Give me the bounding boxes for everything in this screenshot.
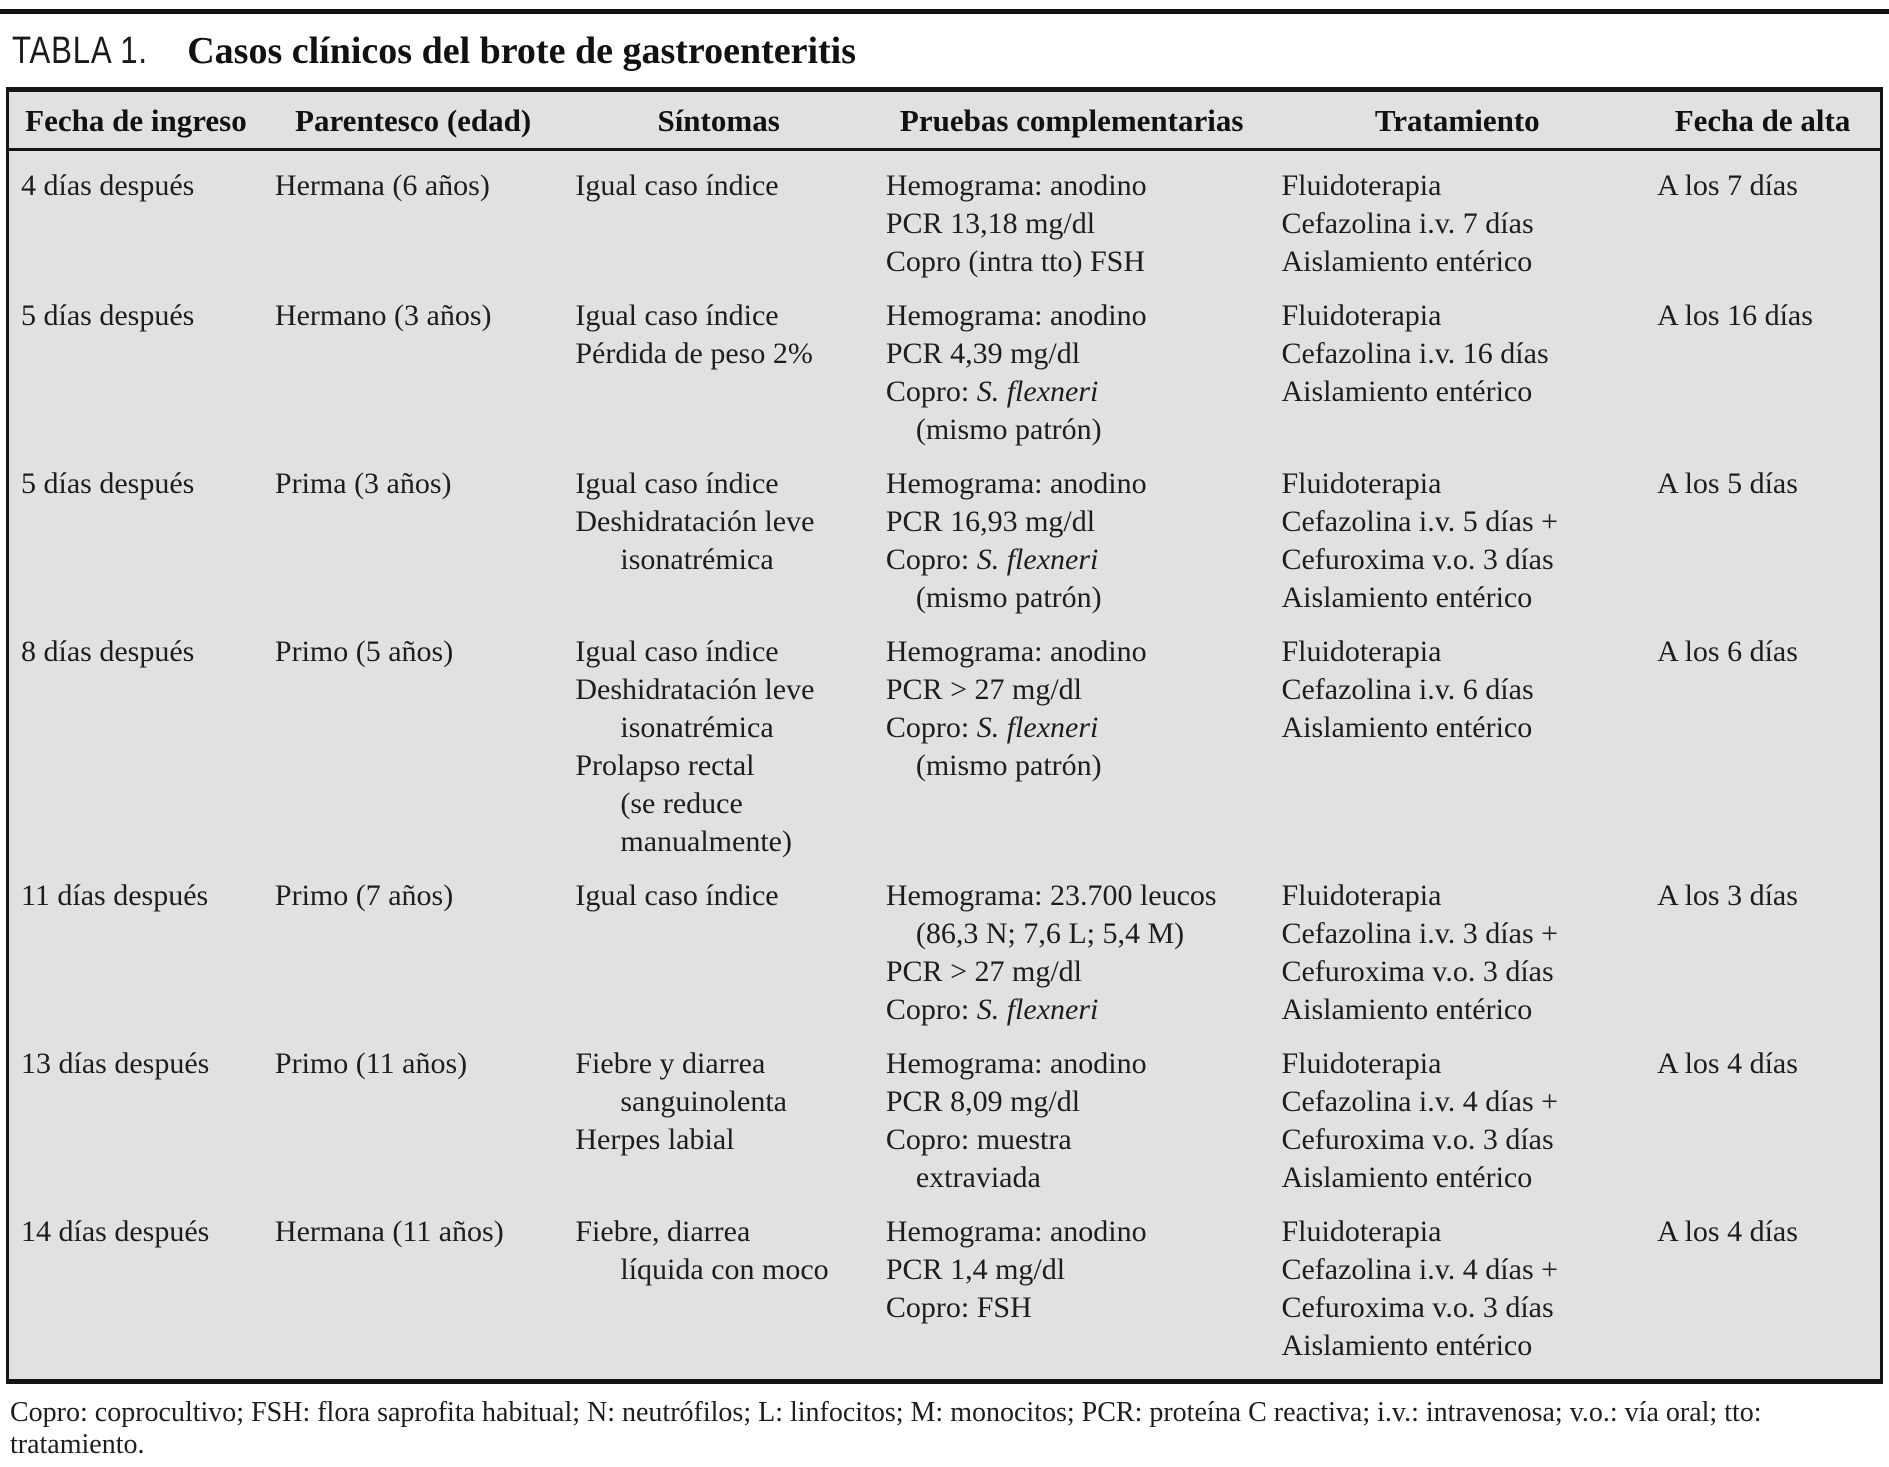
cell-line: Hemograma: anodino bbox=[885, 635, 1147, 668]
cell-line: Aislamiento entérico bbox=[1281, 1161, 1533, 1194]
cell-line: (86,3 N; 7,6 L; 5,4 M) bbox=[885, 917, 1185, 950]
cell-line: Hemograma: anodino bbox=[885, 1215, 1147, 1248]
cell-fecha-ingreso bbox=[8, 1205, 263, 1382]
cell-tratamiento bbox=[1269, 625, 1645, 869]
cell-line: Igual caso índice bbox=[575, 635, 779, 668]
cell-line: A los 16 días bbox=[1657, 299, 1813, 332]
cell-line: Aislamiento entérico bbox=[1281, 711, 1533, 744]
cell-line: Herpes labial bbox=[575, 1123, 735, 1156]
cell-line: Fluidoterapia bbox=[1281, 635, 1442, 668]
cell-line: Primo (5 años) bbox=[274, 635, 454, 668]
cell-line: 11 días después bbox=[21, 879, 209, 912]
cell-line: Hermano (3 años) bbox=[274, 299, 492, 332]
cell-line: PCR 4,39 mg/dl bbox=[885, 337, 1081, 370]
cell-fecha-ingreso bbox=[8, 150, 263, 290]
cell-pruebas bbox=[874, 150, 1270, 290]
cell-parentesco bbox=[263, 289, 563, 457]
cell-line: Primo (11 años) bbox=[274, 1047, 468, 1080]
cell-line: Fluidoterapia bbox=[1281, 1215, 1442, 1248]
cell-line: Cefazolina i.v. 6 días bbox=[1281, 673, 1534, 706]
cell-line: Cefuroxima v.o. 3 días bbox=[1281, 1291, 1554, 1324]
cell-fecha-alta bbox=[1645, 457, 1881, 625]
cell-line: Fluidoterapia bbox=[1281, 1047, 1442, 1080]
cell-line: 13 días después bbox=[21, 1047, 210, 1080]
cell-line: Cefazolina i.v. 7 días bbox=[1281, 207, 1534, 240]
cell-fecha-alta bbox=[1645, 625, 1881, 869]
cell-line: Cefazolina i.v. 3 días + bbox=[1281, 917, 1559, 950]
cell-line: Aislamiento entérico bbox=[1281, 581, 1533, 614]
cell-line: A los 6 días bbox=[1657, 635, 1798, 668]
cell-line: PCR > 27 mg/dl bbox=[885, 955, 1082, 988]
cell-line: Igual caso índice bbox=[575, 299, 779, 332]
cell-pruebas bbox=[874, 1205, 1270, 1382]
table-row bbox=[8, 457, 1882, 625]
cell-sintomas bbox=[563, 1205, 873, 1382]
cell-fecha-alta bbox=[1645, 1037, 1881, 1205]
table-row bbox=[8, 625, 1882, 869]
table-title bbox=[12, 29, 1881, 73]
table-row bbox=[8, 150, 1882, 290]
cell-line: (se reduce bbox=[575, 787, 743, 820]
cell-line: Hemograma: anodino bbox=[885, 1047, 1147, 1080]
cell-line: Cefuroxima v.o. 3 días bbox=[1281, 955, 1554, 988]
cell-line: PCR 13,18 mg/dl bbox=[885, 207, 1096, 240]
cell-line: 8 días después bbox=[21, 635, 195, 668]
cell-line: Copro: FSH bbox=[885, 1291, 1032, 1324]
table-row bbox=[8, 289, 1882, 457]
cell-fecha-ingreso bbox=[8, 625, 263, 869]
clinical-cases-table bbox=[6, 87, 1883, 1384]
cell-line: Hemograma: anodino bbox=[885, 299, 1147, 332]
table-title-text: Casos clínicos del brote de gastroenteritis bbox=[187, 30, 857, 72]
cell-line: Hemograma: anodino bbox=[885, 169, 1147, 202]
cell-line: Fluidoterapia bbox=[1281, 169, 1442, 202]
cell-line: 4 días después bbox=[21, 169, 195, 202]
cell-line: PCR 1,4 mg/dl bbox=[885, 1253, 1066, 1286]
cell-line: Igual caso índice bbox=[575, 879, 779, 912]
cell-line: líquida con moco bbox=[575, 1253, 829, 1286]
cell-sintomas bbox=[563, 869, 873, 1037]
cell-line: Hermana (6 años) bbox=[274, 169, 490, 202]
cell-line: Cefazolina i.v. 4 días + bbox=[1281, 1085, 1559, 1118]
cell-line: Prolapso rectal bbox=[575, 749, 755, 782]
table-row bbox=[8, 869, 1882, 1037]
cell-sintomas bbox=[563, 150, 873, 290]
cell-line: Igual caso índice bbox=[575, 169, 779, 202]
table-row bbox=[8, 1205, 1882, 1382]
cell-pruebas bbox=[874, 457, 1270, 625]
column-header-fecha_ingreso: Fecha de ingreso bbox=[8, 90, 263, 150]
cell-line: Copro: S. flexneri bbox=[885, 711, 1099, 744]
column-header-parentesco: Parentesco (edad) bbox=[263, 90, 563, 150]
cell-line: Cefazolina i.v. 5 días + bbox=[1281, 505, 1559, 538]
column-header-tratamiento: Tratamiento bbox=[1269, 90, 1645, 150]
top-rule bbox=[0, 9, 1889, 14]
cell-line: Hemograma: 23.700 leucos bbox=[885, 879, 1217, 912]
cell-fecha-ingreso bbox=[8, 869, 263, 1037]
cell-line: sanguinolenta bbox=[575, 1085, 788, 1118]
cell-line: 14 días después bbox=[21, 1215, 210, 1248]
cell-line: A los 3 días bbox=[1657, 879, 1798, 912]
header-row bbox=[8, 90, 1882, 150]
cell-sintomas bbox=[563, 1037, 873, 1205]
cell-fecha-alta bbox=[1645, 289, 1881, 457]
cell-line: Copro: S. flexneri bbox=[885, 543, 1099, 576]
cell-sintomas bbox=[563, 457, 873, 625]
cell-line: isonatrémica bbox=[575, 543, 774, 576]
cell-line: Pérdida de peso 2% bbox=[575, 337, 813, 370]
cell-fecha-ingreso bbox=[8, 457, 263, 625]
cell-line: Hermana (11 años) bbox=[274, 1215, 504, 1248]
cell-line: Hemograma: anodino bbox=[885, 467, 1147, 500]
cell-line: Copro (intra tto) FSH bbox=[885, 245, 1146, 278]
cell-line: Aislamiento entérico bbox=[1281, 375, 1533, 408]
cell-line: Cefuroxima v.o. 3 días bbox=[1281, 1123, 1554, 1156]
cell-line: (mismo patrón) bbox=[885, 581, 1102, 614]
cell-line: Fluidoterapia bbox=[1281, 879, 1442, 912]
column-header-pruebas: Pruebas complementarias bbox=[874, 90, 1270, 150]
table-footnote: Copro: coprocultivo; FSH: flora saprofita habitual; N: neutrófilos; L: linfocitos; M: monocitos; PCR: proteína C reactiva; i.v.: intravenosa; v.o.: vía oral; tto: tratamiento. bbox=[10, 1397, 1762, 1460]
cell-line: manualmente) bbox=[575, 825, 792, 858]
cell-tratamiento bbox=[1269, 1037, 1645, 1205]
cell-line: (mismo patrón) bbox=[885, 749, 1102, 782]
cell-line: 5 días después bbox=[21, 467, 195, 500]
cell-sintomas bbox=[563, 289, 873, 457]
cell-line: Copro: muestra bbox=[885, 1123, 1072, 1156]
cell-tratamiento bbox=[1269, 457, 1645, 625]
cell-line: Deshidratación leve bbox=[575, 673, 815, 706]
cell-line: (mismo patrón) bbox=[885, 413, 1102, 446]
cell-line: Aislamiento entérico bbox=[1281, 245, 1533, 278]
cell-parentesco bbox=[263, 1037, 563, 1205]
cell-pruebas bbox=[874, 289, 1270, 457]
cell-line: A los 4 días bbox=[1657, 1047, 1798, 1080]
cell-line: Deshidratación leve bbox=[575, 505, 815, 538]
cell-tratamiento bbox=[1269, 869, 1645, 1037]
cell-line: Primo (7 años) bbox=[274, 879, 454, 912]
cell-line: 5 días después bbox=[21, 299, 195, 332]
cell-fecha-alta bbox=[1645, 869, 1881, 1037]
cell-line: A los 4 días bbox=[1657, 1215, 1798, 1248]
cell-fecha-alta bbox=[1645, 1205, 1881, 1382]
cell-fecha-ingreso bbox=[8, 1037, 263, 1205]
cell-fecha-ingreso bbox=[8, 289, 263, 457]
column-header-sintomas: Síntomas bbox=[563, 90, 873, 150]
cell-parentesco bbox=[263, 150, 563, 290]
column-header-fecha_alta: Fecha de alta bbox=[1645, 90, 1881, 150]
cell-tratamiento bbox=[1269, 150, 1645, 290]
cell-tratamiento bbox=[1269, 289, 1645, 457]
cell-line: Cefazolina i.v. 4 días + bbox=[1281, 1253, 1559, 1286]
document-page bbox=[0, 9, 1889, 1461]
cell-line: PCR 16,93 mg/dl bbox=[885, 505, 1096, 538]
cell-pruebas bbox=[874, 869, 1270, 1037]
cell-line: A los 7 días bbox=[1657, 169, 1798, 202]
cell-parentesco bbox=[263, 625, 563, 869]
cell-line: Cefazolina i.v. 16 días bbox=[1281, 337, 1549, 370]
cell-parentesco bbox=[263, 869, 563, 1037]
cell-pruebas bbox=[874, 625, 1270, 869]
table-row bbox=[8, 1037, 1882, 1205]
cell-line: Igual caso índice bbox=[575, 467, 779, 500]
cell-line: Aislamiento entérico bbox=[1281, 993, 1533, 1026]
cell-line: A los 5 días bbox=[1657, 467, 1798, 500]
cell-parentesco bbox=[263, 457, 563, 625]
cell-line: Fluidoterapia bbox=[1281, 299, 1442, 332]
cell-sintomas bbox=[563, 625, 873, 869]
cell-line: Cefuroxima v.o. 3 días bbox=[1281, 543, 1554, 576]
cell-line: Aislamiento entérico bbox=[1281, 1329, 1533, 1362]
table-title-label: TABLA 1. bbox=[12, 30, 148, 72]
cell-line: PCR > 27 mg/dl bbox=[885, 673, 1082, 706]
cell-pruebas bbox=[874, 1037, 1270, 1205]
cell-line: isonatrémica bbox=[575, 711, 774, 744]
cell-tratamiento bbox=[1269, 1205, 1645, 1382]
cell-line: Fluidoterapia bbox=[1281, 467, 1442, 500]
cell-line: Fiebre y diarrea bbox=[575, 1047, 766, 1080]
cell-line: Copro: S. flexneri bbox=[885, 375, 1099, 408]
cell-parentesco bbox=[263, 1205, 563, 1382]
cell-line: extraviada bbox=[885, 1161, 1041, 1194]
cell-line: PCR 8,09 mg/dl bbox=[885, 1085, 1081, 1118]
cell-fecha-alta bbox=[1645, 150, 1881, 290]
cell-line: Copro: S. flexneri bbox=[885, 993, 1099, 1026]
cell-line: Prima (3 años) bbox=[274, 467, 452, 500]
cell-line: Fiebre, diarrea bbox=[575, 1215, 751, 1248]
